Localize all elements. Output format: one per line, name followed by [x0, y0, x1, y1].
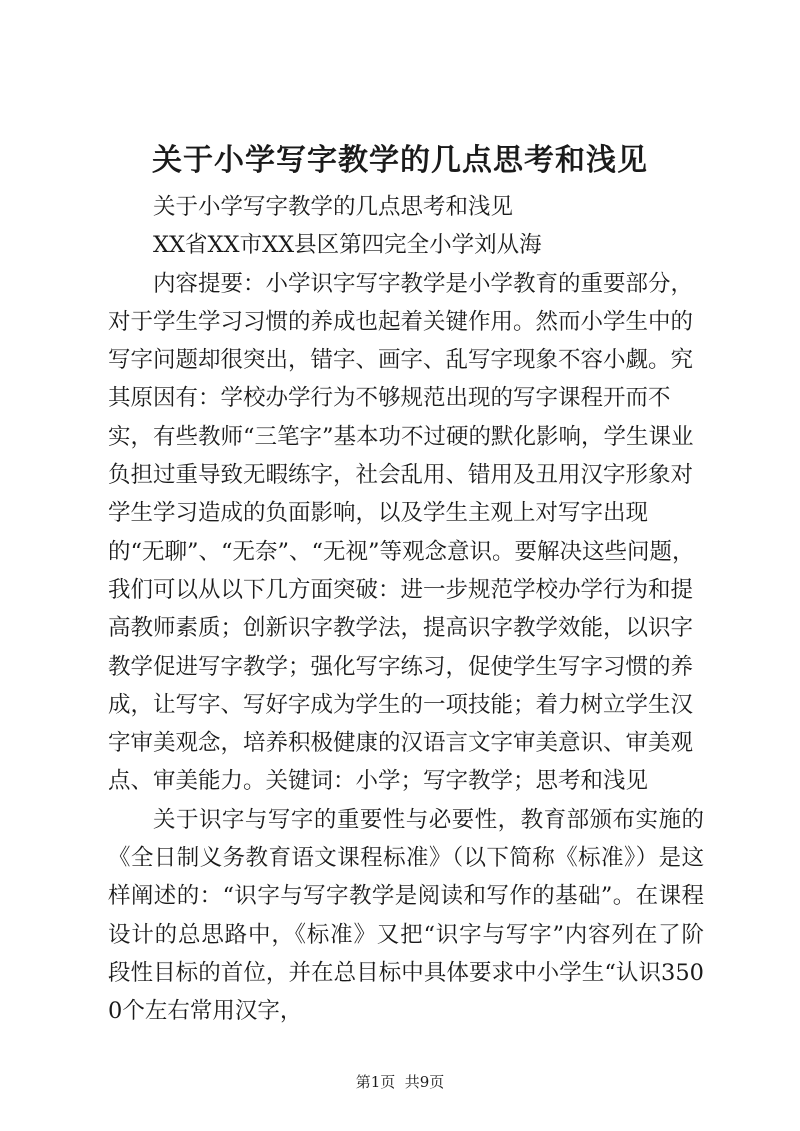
- page-number-label: 第1页 共9页: [355, 1073, 445, 1091]
- page-footer: [0, 1072, 800, 1092]
- author-line: XX省XX市XX县区第四完全小学刘从海: [153, 232, 542, 259]
- document-title: 关于小学写字教学的几点思考和浅见: [152, 143, 648, 178]
- abstract-paragraph: 内容提要：小学识字写字教学是小学教育的重要部分，对于学生学习习惯的养成也起着关键作用。然而小学生中的写字问题却很突出，错字、画字、乱写字现象不容小觑。究其原因有：学校办学行为不够规范出现的写字课程开而不实，有些教师“三笔字”基本功不过硬的默化影响，学生课业负担过重导致无暇练字，社会乱用、错用及丑用汉字形象对学生学习造成的负面影响，以及学生主观上对写字出现的“无聊”、“无奈”、“无视”等观念意识。要解决这些问题，我们可以从以下几方面突破：进一步规范学校办学行为和提高教师素质；创新识字教学法，提高识字教学效能，以识字教学促进写字教学；强化写字练习，促使学生写字习惯的养成，让写字、写好字成为学生的一项技能；着力树立学生汉字审美观念，培养积极健康的汉语言文字审美意识、审美观点、审美能力。关键词：小学；写字教学；思考和浅见: [108, 270, 695, 795]
- subtitle-line: 关于小学写字教学的几点思考和浅见: [153, 194, 514, 220]
- body-paragraph: 关于识字与写字的重要性与必要性，教育部颁布实施的《全日制义务教育语文课程标准》（以下简称《标准》）是这样阐述的：“识字与写字教学是阅读和写作的基础”。在课程设计的总思路中，《标准》又把“识字与写字”内容列在了阶段性目标的首位，并在总目标中具体要求中小学生“认识3500个左右常用汉字，: [108, 806, 704, 1025]
- document-body: [108, 188, 704, 1031]
